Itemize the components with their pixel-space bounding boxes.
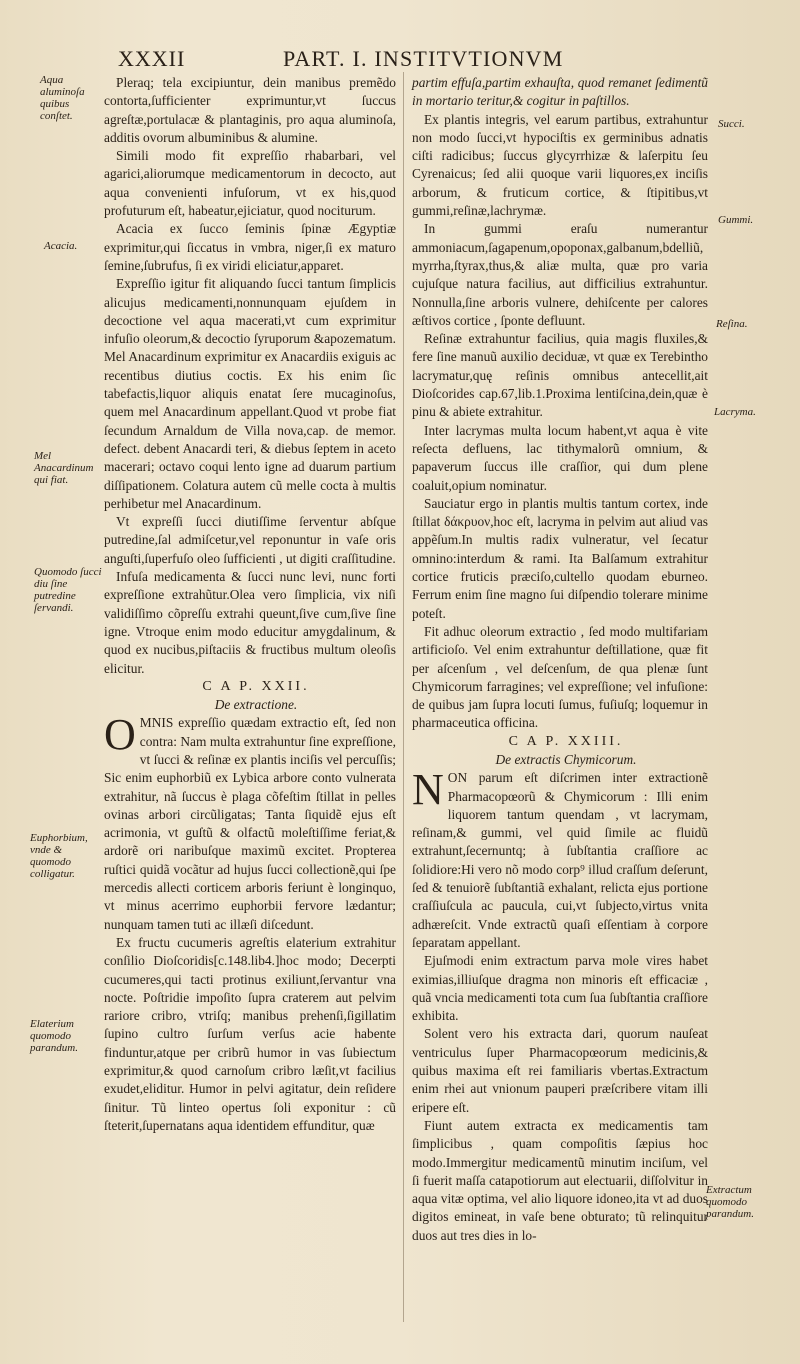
- margin-note: Acacia.: [44, 240, 78, 252]
- paragraph: Reſinæ extrahuntur facilius, quia magis fluxiles,& fere ſine manuũ auxilio deciduæ, vt quæ ex Terebintho lacrymatur,quę reſinis omnibus antecellit,ait Dioſcorides cap.67,lib.1.Proxima lentiſcina,dein,quæ è pinu & abiete extrahitur.: [412, 331, 708, 420]
- margin-note: Quomodo ſucci diu ſine putredine ſervandi.: [34, 566, 102, 614]
- page-number: XXXII: [118, 46, 186, 71]
- margin-note: Aqua aluminoſa quibus conſtet.: [40, 74, 85, 122]
- paragraph-text: MNIS expreſſio quædam extractio eſt, ſed non contra: Nam multa extrahuntur ſine expreſſione, vt ſucci & reſinæ ex plantis inciſis vel percuſſis; Sic enim euphorbiũ ex Lybica arbore conto vulnerata extrahitur, nã ſuccus è plaga cõfeſtim ſtillat in pelles ovinas arbori circũligatas; Tanta ſiquidẽ ejus eſt acrimonia, vt guſtũ & olfactũ moleſtiſſime feriat,& ardorẽ ori naribuſque maximũ excitet. Propterea ruſtici quidã vocãtur ad hujus ſucci collectionẽ,qui ſpe mercedis allecti corticem arboris feriunt è longinquo, vt minus acerrimo euphorbii fervore lædantur; nunquam tamen tuti ac illæſi diſcedunt.: [104, 715, 396, 932]
- margin-note: Euphorbium, vnde & quomodo colligatur.: [30, 832, 88, 880]
- chapter-heading: C A P. XXIII.: [508, 733, 624, 749]
- paragraph: Pleraq; tela excipiuntur, dein manibus premẽdo contorta,ſufficienter exprimuntur,vt ſuccus agreſtæ,portulacæ & plantaginis, pro aqua aluminoſa, additis ovorum albuminibus & alumine.: [104, 75, 396, 145]
- paragraph: Ex plantis integris, vel earum partibus, extrahuntur non modo ſucci,vt hypociſtis ex germinibus adnatis ciſti radicibus; ſuccus glycyrrhizæ & laſerpitu ſeu Cyrenaicus; ſed alii quoque varii liquores,ex inciſis arborum, & fruticum cortice, & ſtipitibus,vt gummi,reſinæ,lachrymæ.: [412, 111, 708, 219]
- paragraph: Acacia ex ſucco ſeminis ſpinæ Ægyptiæ exprimitur,qui ſiccatus in vmbra, niger,ſi ex maturo ſemine,ſubrufus, ſi ex viridi eliciatur,apparet.: [104, 221, 396, 273]
- paragraph: partim effuſa,partim exhauſta, quod remanet ſedimentũ in mortario teritur,& cogitur in paſtillos.: [412, 75, 708, 109]
- paragraph: Simili modo fit expreſſio rhabarbari, vel agarici,aliorumque medicamentorum in decocto, aut aqua convenienti infuſorum, vt ex his,quod profuturum eſt, habeatur,ejiciatur, quod nociturum.: [104, 148, 396, 219]
- drop-cap: N: [412, 765, 444, 815]
- running-title: PART. I. INSTITVTIONVM: [283, 46, 564, 71]
- paragraph: [412, 765, 708, 952]
- running-header: [0, 46, 800, 76]
- paragraph: Solent vero his extracta dari, quorum nauſeat ventriculus ſuper Pharmacopœorum medicinis,& quibus maxima eſt rei familiaris vbertas.Extractum enim rhei aut vnionum pauperi præſcribere vitam illi eripere eſt.: [412, 1026, 708, 1115]
- paragraph: Infuſa medicamenta & ſucci nunc levi, nunc forti expreſſione extrahũtur.Olea vero ſimplicia, vix niſi validiſſimo cõpreſſu extrahi queunt,ſive cum,ſive ſine igne. Vtroque enim modo educitur amygdalinum, & quod ex nucibus,piſtaciis & fructibus multum oleoſis elicitur.: [104, 569, 396, 676]
- paragraph: [104, 710, 396, 934]
- paragraph: In gummi eraſu numerantur ammoniacum,ſagapenum,opoponax,galbanum,bdelliũ, myrrha,ſtyrax,thus,& aliæ multa, quæ pro varia cujuſque natura facilius, aut difficilius extrahuntur. Nonnulla,ſine arboris vulnere, dehiſcente per calores æſtivos cortice , ſponte defluunt.: [412, 221, 708, 328]
- column-divider: [403, 72, 404, 1322]
- chapter-title: De extractione.: [214, 697, 298, 713]
- chapter-heading: C A P. XXII.: [202, 678, 310, 694]
- margin-note: Mel Anacardinum qui fiat.: [34, 450, 94, 486]
- paragraph: Ejuſmodi enim extractum parva mole vires habet eximias,illiuſque dragma non minoris eſt efficaciæ , quã vncia medicamenti tota cum ſua ſubſtantia craſſiore exhibita.: [412, 953, 708, 1024]
- margin-note: Gummi.: [718, 214, 754, 226]
- margin-note: Succi.: [718, 118, 745, 130]
- paragraph: Ex fructu cucumeris agreſtis elaterium extrahitur conſilio Dioſcoridis[c.148.lib4.]hoc modo; Decerpti cucumeres,qui tacti protinus exiliunt,ſervantur vna nocte. Poſtridie impoſito ſupra craterem aut pelvim rariore cribro, vtriſq; manibus prehenſi,ſigillatim ſupino cultro ſurſum verſus acie habente finduntur,atque per cribrũ humor in vas ſubiectum exprimitur,& quod carnoſum cribro læſit,vt facilius exudet,eliditur. Humor in pelvi agitatur, dein reſidere ſinitur. Tũ linteo opertus ſoli exponitur : cũ ſteterit,ſupernatans aqua identidem effunditur, quæ: [104, 934, 396, 1133]
- paragraph: Expreſſio igitur fit aliquando ſucci tantum ſimplicis alicujus medicamenti,nonnunquam ejuſdem in decoctione vel aqua macerati,vt cum exprimitur infuſio oleorum,& decoctio ſyruporum &apozematum. Mel Anacardinum exprimitur ex Anacardiis exiguis ac recentibus diutius coctis. Ex his enim ſic tabefactis,liquor aliquis enatat ſere mucaginoſus, quem mel Anacardinum appellant.Quod vt probe fiat ſecundum Arnaldum de Villa nova,cap. de memor. defect. debent Anacardi teri, & diebus ſeptem in aceto macerari; octavo coqui lento igne ad duarum partium diſſipationem. Colatura autem cũ melle cocta à multis perhibetur mel Anacardinum.: [104, 276, 396, 511]
- paragraph: Fiunt autem extracta ex medicamentis tam ſimplicibus , quam compoſitis ſæpius hoc modo.Immergitur medicamentũ minutim inciſum, vel ſi fuerit maſſa catapotiorum aut electuarii, diſſolvitur in aqua vitæ optima, vel alio liquore idoneo,ita vt ad duos digitos emineat, in vaſe bene obturato; tũ relinquitur duos aut tres dies in lo-: [412, 1117, 708, 1243]
- chapter-title: De extractis Chymicorum.: [495, 751, 637, 767]
- margin-note: Reſina.: [716, 318, 748, 330]
- margin-note: Extractum quomodo parandum.: [706, 1184, 754, 1220]
- paragraph-text: ON parum eſt diſcrimen inter extractionẽ Pharmacopœorũ & Chymicorum : Illi enim liquorem tantum quendam , vt lacrymam, reſinam,& gummi, vel quid ſimile ac fluidũ extrahunt,ſecernuntq; à ſubſtantia craſſiore ac ſolidiore:Hi vero nõ modo corp⁹ illud craſſum deſerunt, ſed & tenuiorẽ ſubſtantiã exhalant, relicta ejus portione craſſiuſcula ac paucula, cui,vt ſubjecto,virtus vnita adhæreſcit. Vnde extractũ quaſi eſſentiam à corpore ſeparatam appellant.: [412, 770, 708, 950]
- paragraph: Vt expreſſi ſucci diutiſſime ſerventur abſque putredine,ſal admiſcetur,vel reponuntur in vaſe oris anguſti,ſuperfuſo oleo ſufficienti , ut digiti craſſitudine.: [104, 514, 396, 566]
- paragraph: Inter lacrymas multa locum habent,vt aqua è vite reſecta defluens, lac tithymalorũ omnium, & papaverum ſuccus ille craſſior, qui dum plene coaluit,opium nominatur.: [412, 422, 708, 493]
- margin-note: Elaterium quomodo parandum.: [30, 1018, 78, 1054]
- drop-cap: O: [104, 710, 136, 760]
- margin-note: Lacryma.: [714, 406, 756, 418]
- paragraph: Fit adhuc oleorum extractio , ſed modo multifariam artificioſo. Vel enim extrahuntur deſtillatione, quæ fit per aſcenſum , vel deſcenſum, de qua plenæ ſunt Chymicorum farragines; vel expreſſione; vel infuſione: de quibus jam ſupra locuti ſumus, fuſiuſq; loquemur in pharmaceutica officina.: [412, 623, 708, 731]
- right-column: [412, 74, 708, 1245]
- left-column: [104, 74, 396, 1135]
- paragraph: Sauciatur ergo in plantis multis tantum cortex, inde ſtillat δάκρυον,hoc eſt, lacryma in pelvim aut aliud vas appẽſum.In multis radix vulneratur, vel ſecatur omnino:interdum & rami. Ita Balſamum extrahitur cortice fruticis præciſo,cultello quodam eburneo. Ferrum enim ſine magno ſui diſpendio tolerare minime poteſt.: [412, 495, 708, 621]
